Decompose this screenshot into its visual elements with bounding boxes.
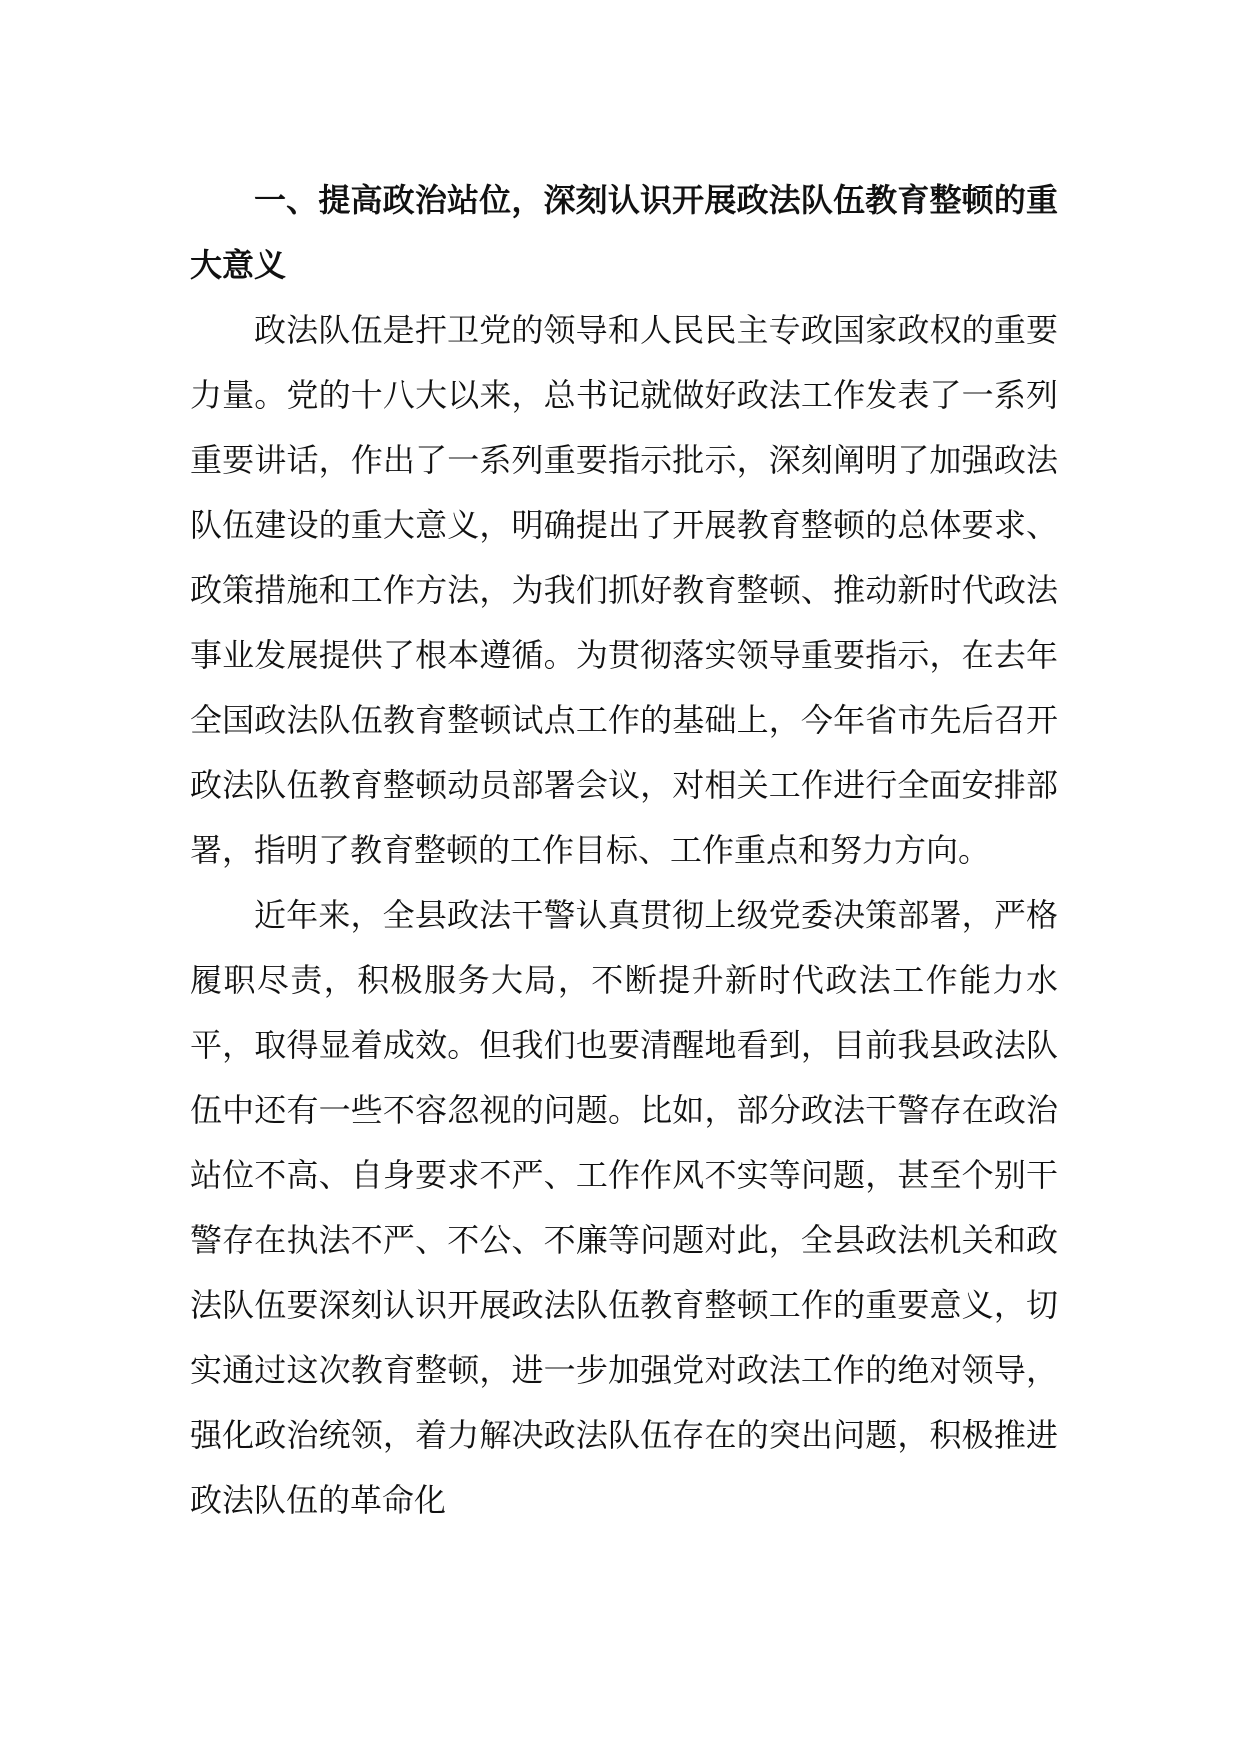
document-body bbox=[190, 168, 1058, 1533]
section-heading: 一、提高政治站位，深刻认识开展政法队伍教育整顿的重大意义 bbox=[190, 181, 1058, 284]
paragraph-2: 近年来，全县政法干警认真贯彻上级党委决策部署，严格履职尽责，积极服务大局，不断提升新时代政法工作能力水平，取得显着成效。但我们也要清醒地看到，目前我县政法队伍中还有一些不容忽视的问题。比如，部分政法干警存在政治站位不高、自身要求不严、工作作风不实等问题，甚至个别干警存在执法不严、不公、不廉等问题对此，全县政法机关和政法队伍要深刻认识开展政法队伍教育整顿工作的重要意义，切实通过这次教育整顿，进一步加强党对政法工作的绝对领导，强化政治统领，着力解决政法队伍存在的突出问题，积极推进政法队伍的革命化 bbox=[190, 896, 1058, 1519]
paragraph-1: 政法队伍是扞卫党的领导和人民民主专政国家政权的重要力量。党的十八大以来，总书记就做好政法工作发表了一系列重要讲话，作出了一系列重要指示批示，深刻阐明了加强政法队伍建设的重大意义，明确提出了开展教育整顿的总体要求、政策措施和工作方法，为我们抓好教育整顿、推动新时代政法事业发展提供了根本遵循。为贯彻落实领导重要指示，在去年全国政法队伍教育整顿试点工作的基础上，今年省市先后召开政法队伍教育整顿动员部署会议，对相关工作进行全面安排部署，指明了教育整顿的工作目标、工作重点和努力方向。 bbox=[190, 311, 1058, 869]
